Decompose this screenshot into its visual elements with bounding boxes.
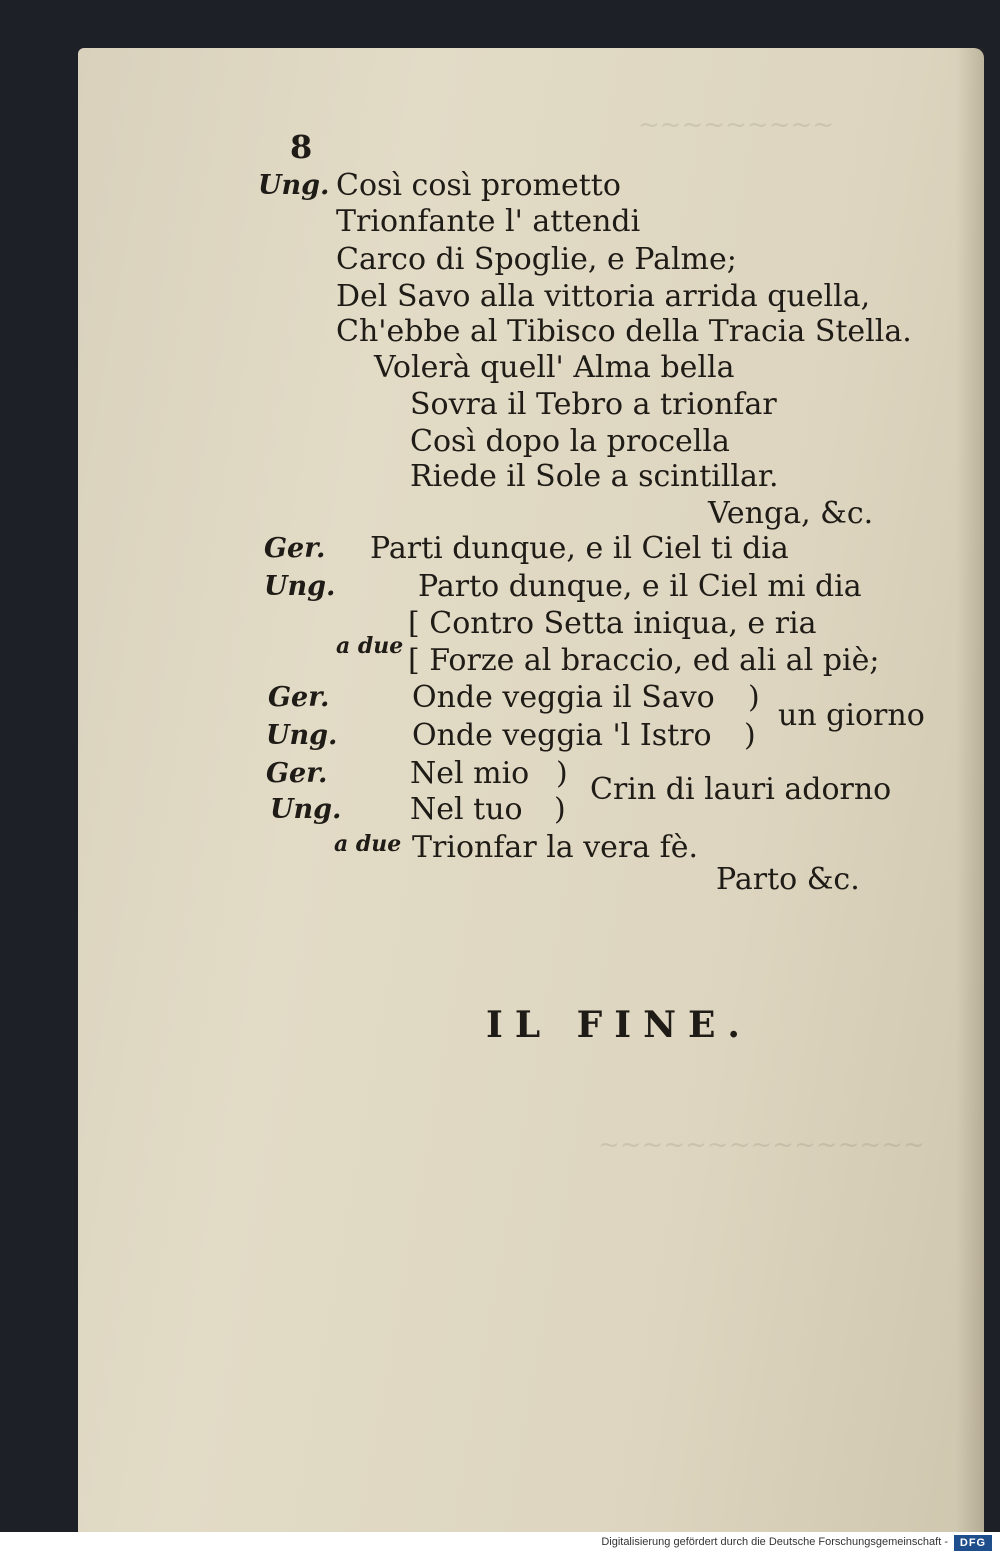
verse-line: Trionfar la vera fè. — [412, 830, 699, 865]
verse-line: Venga, &c. — [708, 496, 874, 531]
verse-line: Parto dunque, e il Ciel mi dia — [418, 569, 862, 604]
brace-mark: ) — [744, 718, 756, 753]
speaker-label: Ger. — [268, 682, 330, 713]
verse-line: [ Forze al braccio, ed ali al piè; — [408, 643, 880, 678]
verse-line: Nel tuo — [410, 792, 523, 827]
verse-line: un giorno — [778, 698, 925, 733]
verse-line: Volerà quell' Alma bella — [374, 350, 735, 385]
verse-line: Ch'ebbe al Tibisco della Tracia Stella. — [336, 314, 912, 349]
verse-line: Carco di Spoglie, e Palme; — [336, 242, 737, 277]
verse-line: Nel mio — [410, 756, 530, 791]
verse-line: Onde veggia il Savo — [412, 680, 715, 715]
verse-line: Così dopo la procella — [410, 424, 730, 459]
speaker-label: a due — [334, 831, 402, 857]
verse-line: Crin di lauri adorno — [590, 772, 892, 807]
speaker-label: Ung. — [270, 794, 342, 825]
page-number: 8 — [290, 128, 313, 166]
verse-line: Così così prometto — [336, 168, 621, 203]
show-through-text: ~~~~~~~~~ — [638, 110, 835, 140]
verse-line: Sovra il Tebro a trionfar — [410, 387, 777, 422]
footer-credit: Digitalisierung gefördert durch die Deutsche Forschungsgemeinschaft - — [601, 1536, 948, 1548]
verse-line: Parto &c. — [716, 862, 860, 897]
speaker-label: Ger. — [266, 758, 328, 789]
brace-mark: ) — [554, 792, 566, 827]
speaker-label: Ung. — [266, 720, 338, 751]
footer-bar — [0, 1532, 1000, 1555]
dfg-logo: DFG — [954, 1535, 992, 1551]
verse-line: Onde veggia 'l Istro — [412, 718, 712, 753]
verse-line: [ Contro Setta iniqua, e ria — [408, 606, 817, 641]
speaker-label: Ung. — [264, 571, 336, 602]
brace-mark: ) — [748, 680, 760, 715]
speaker-label: Ger. — [264, 533, 326, 564]
brace-mark: ) — [556, 756, 568, 791]
verse-line: Parti dunque, e il Ciel ti dia — [370, 531, 789, 566]
speaker-label: a due — [336, 633, 404, 659]
show-through-text: ~~~~~~~~~~~~~~~ — [598, 1130, 925, 1160]
verse-line: Riede il Sole a scintillar. — [410, 459, 779, 494]
end-title: IL FINE. — [486, 1004, 752, 1046]
speaker-label: Ung. — [258, 170, 330, 201]
verse-line: Trionfante l' attendi — [336, 204, 641, 239]
verse-line: Del Savo alla vittoria arrida quella, — [336, 279, 871, 314]
